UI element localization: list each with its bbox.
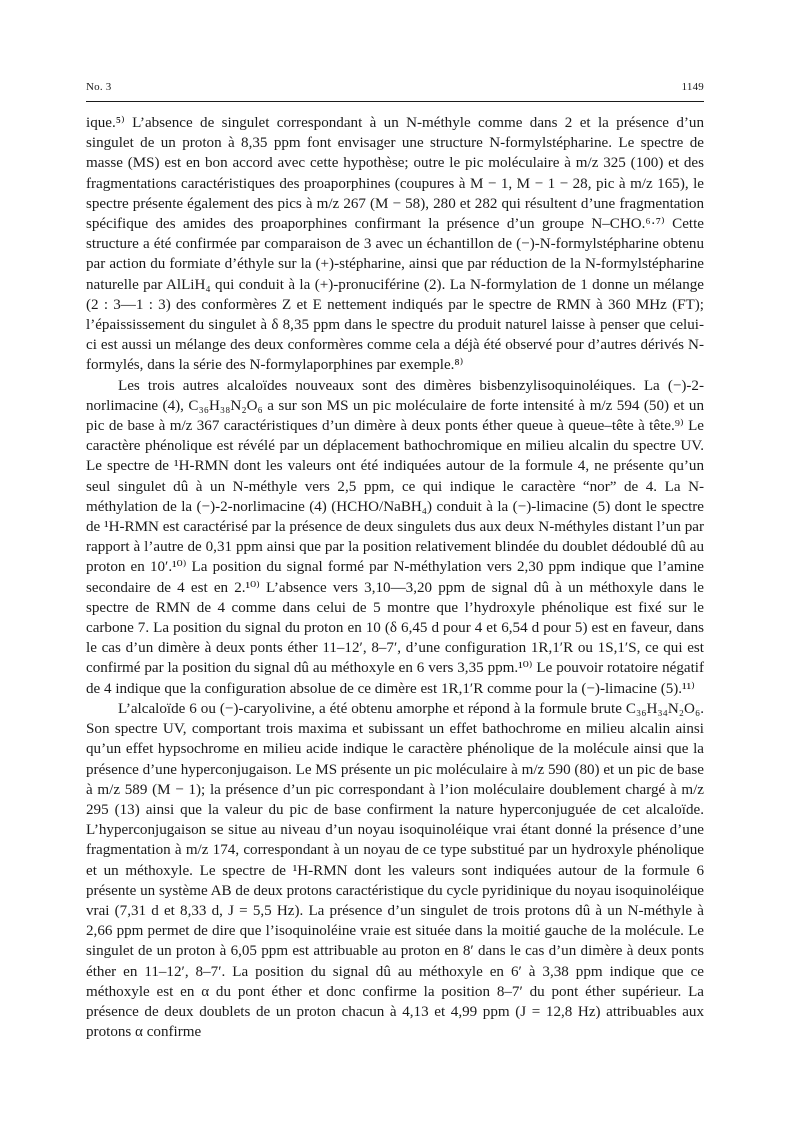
paragraph-n-formylstepharine: ique.⁵⁾ L’absence de singulet correspondant à un N-méthyle comme dans 2 et la présence d’un singulet de un proton à 8,35 ppm font envisager une structure N-formylstépharine. Le spectre de masse (MS) est en bon accord avec cette hypothèse; outre le pic moléculaire à m/z 325 (100) et des fragmentations caractéristiques des proaporphines (coupures à M − 1, M − 1 − 28, pic à m/z 165), le spectre présente également des pics à m/z 267 (M − 58), 280 et 282 qui résultent d’une fragmentation spécifique des amides des proaporphines confirmant la présence d’un groupe N–CHO.⁶·⁷⁾ Cette structure a été confirmée par comparaison de 3 avec un échantillon de (−)-N-formylstépharine obtenu par action du formiate d’éthyle sur la (+)-stépharine, ainsi que par réduction de la N-formylstépharine naturelle par AlLiH₄ qui conduit à la (+)-pronuciférine (2). La N-formylation de 1 donne un mélange (2 : 3—1 : 3) des conformères Z et E nettement indiqués par le spectre de RMN à 360 MHz (FT); l’épaississement du singulet à δ 8,35 ppm dans le spectre du produit naturel laisse à penser que celui-ci est aussi un mélange des deux conformères comme cela a déjà été observé pour d’autres dérivés N-formylés, dans la série des N-formylaporphines par exemple.⁸⁾ [86,115,704,374]
article-body [86,113,704,1042]
paragraph-caryolivine: L’alcaloïde 6 ou (−)-caryolivine, a été obtenu amorphe et répond à la formule brute C₃₆H₃₄N₂O₆. Son spectre UV, comportant trois maxima et subissant un effet bathochrome en milieu alcalin ainsi qu’un effet hypsochrome en milieu acide indique le caractère phénolique de la molécule ainsi que la présence d’une hyperconjugaison. Le MS présente un pic moléculaire à m/z 590 (80) et un pic de base à m/z 589 (M − 1); la présence d’un pic correspondant à l’ion moléculaire doublement chargé à m/z 295 (13) ainsi que la valeur du pic de base confirment la nature hyperconjuguée de cet alcaloïde. L’hyperconjugaison se situe au niveau d’un noyau isoquinoléique vrai étant donné la présence d’une fragmentation à m/z 174, correspondant à un noyau de ce type substitué par un hydroxyle phénolique et un méthoxyle. Le spectre de ¹H-RMN dont les valeurs sont indiquées autour de la formule 6 présente un système AB de deux protons caractéristique du cycle pyridinique du noyau isoquinoléique vrai (7,31 d et 8,33 d, J = 5,5 Hz). La présence d’un singulet de trois protons dû à un N-méthyle à 2,66 ppm permet de dire que l’isoquinoléine vraie est située dans la moitié gauche de la molécule. Le singulet de un proton à 6,05 ppm est attribuable au proton en 8′ dans le cas d’un dimère à deux ponts éther en 11–12′, 8–7′. La position du signal dû au méthoxyle en 6′ à 3,38 ppm indique que ce méthoxyle est en α du pont éther et donc confirme la position 8–7′ du pont éther supérieur. La présence de deux doublets de un proton chacun à 4,13 et 4,99 ppm (J = 12,8 Hz) attribuables aux protons α confirme [86,700,704,1041]
journal-issue-label: No. 3 [86,81,112,93]
header-rule [86,101,704,102]
page-number: 1149 [681,81,704,93]
paragraph-norlimacine: Les trois autres alcaloïdes nouveaux sont des dimères bisbenzylisoquinoléiques. La (−)-2-norlimacine (4), C₃₆H₃₈N₂O₆ a sur son MS un pic moléculaire de forte intensité à m/z 594 (50) et un pic de base à m/z 367 caractéristiques d’un dimère à deux ponts éther queue à queue–tête à tête.⁹⁾ Le caractère phénolique est révélé par un déplacement bathochromique en milieu alcalin du spectre UV. Le spectre de ¹H-RMN dont les valeurs ont été indiquées autour de la formule 4, ne présente qu’un seul singulet dû à un N-méthyle vers 2,5 ppm, ce qui indique le caractère “nor” de 4. La N-méthylation de la (−)-2-norlimacine (4) (HCHO/NaBH₄) conduit à la (−)-limacine (5) dont le spectre de ¹H-RMN est caractérisé par la présence de deux singulets dus aux deux N-méthyles distant l’un par rapport à l’autre de 0,31 ppm ainsi que par la position relativement blindée du doublet dédoublé dû au proton en 10′.¹⁰⁾ La position du signal formé par N-méthylation vers 2,30 ppm indique que l’amine secondaire de 4 est en 2.¹⁰⁾ L’absence vers 3,10—3,20 ppm de signal dû à un méthoxyle dans le spectre de RMN de 4 comme dans celui de 5 montre que l’hydroxyle phénolique est fixé sur le carbone 7. La position du signal du proton en 10 (δ 6,45 d pour 4 et 6,54 d pour 5) est en faveur, dans le cas d’un dimère à deux ponts éther 11–12′, 8–7′, d’une configuration 1R,1′R ou 1S,1′S, ce qui est confirmé par la position du signal dû au méthoxyle en 6 vers 3,35 ppm.¹⁰⁾ Le pouvoir rotatoire négatif de 4 indique que la configuration absolue de ce dimère est 1R,1′R comme pour la (−)-limacine (5).¹¹⁾ [86,377,704,697]
